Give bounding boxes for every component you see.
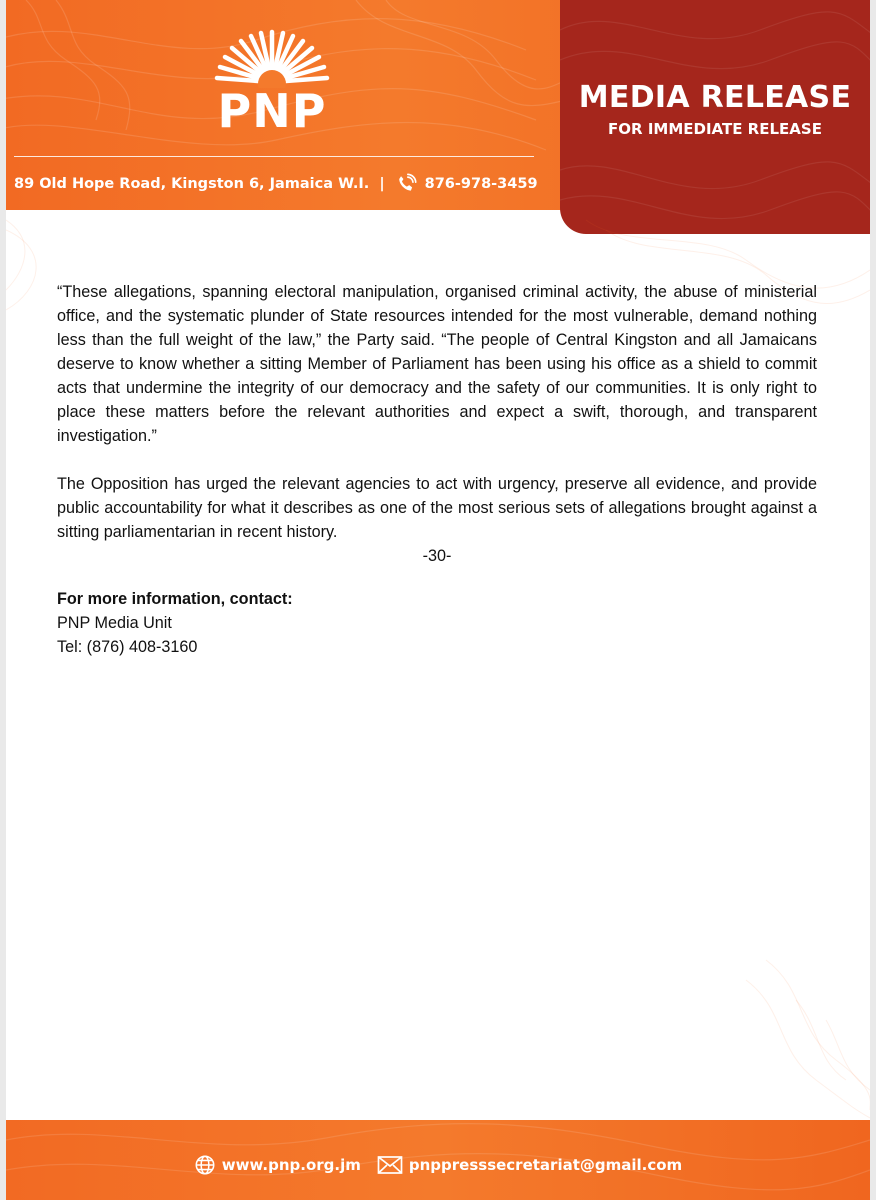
body-paragraph: “These allegations, spanning electoral manipulation, organised criminal activity, the abuse of ministerial office, and the systematic plunder of State resources intended for the most vulnerable, demand nothing less than the full weight of the law,” the Party said. “The people of Central Kingston and all Jamaicans deserve to know whether a sitting Member of Parliament has been using his office as a shield to commit acts that undermine the integrity of our democracy and the safety of our communities. It is only right to place these matters before the relevant authorities and expect a swift, thorough, and transparent investigation.” [57,283,817,445]
contact-name: PNP Media Unit [57,614,172,632]
letterhead-footer [6,1120,870,1200]
address-text: 89 Old Hope Road, Kingston 6, Jamaica W.I. [14,176,370,192]
contact-label: For more information, contact: [57,590,293,608]
sunburst-logo-icon [202,26,342,88]
logo-wordmark: PNP [217,84,327,138]
banner-pattern [560,0,870,234]
press-release-page [6,0,870,1200]
phone-icon [395,173,417,195]
release-body [57,280,817,659]
header-divider [14,156,534,157]
globe-icon [194,1154,216,1176]
release-subtitle: FOR IMMEDIATE RELEASE [608,120,822,138]
contact-bar [14,170,538,198]
phone-number: 876-978-3459 [424,176,538,192]
email-link[interactable]: pnppresssecretariat@gmail.com [408,1156,683,1174]
body-paragraph: The Opposition has urged the relevant agencies to act with urgency, preserve all evidence, and provide public accountability for what it describes as one of the most serious sets of allegations brought against a sitting parliamentarian in recent history. [57,475,817,541]
pnp-logo [202,26,342,136]
media-release-banner [560,0,870,234]
end-mark: -30- [422,547,452,565]
contact-block [57,587,817,659]
media-release-title: MEDIA RELEASE [578,80,852,115]
mail-icon [377,1155,403,1175]
address-separator: | [379,176,385,192]
contact-tel: Tel: (876) 408-3160 [57,638,198,656]
website-link[interactable]: www.pnp.org.jm [221,1156,361,1174]
footer-contacts [6,1154,870,1176]
